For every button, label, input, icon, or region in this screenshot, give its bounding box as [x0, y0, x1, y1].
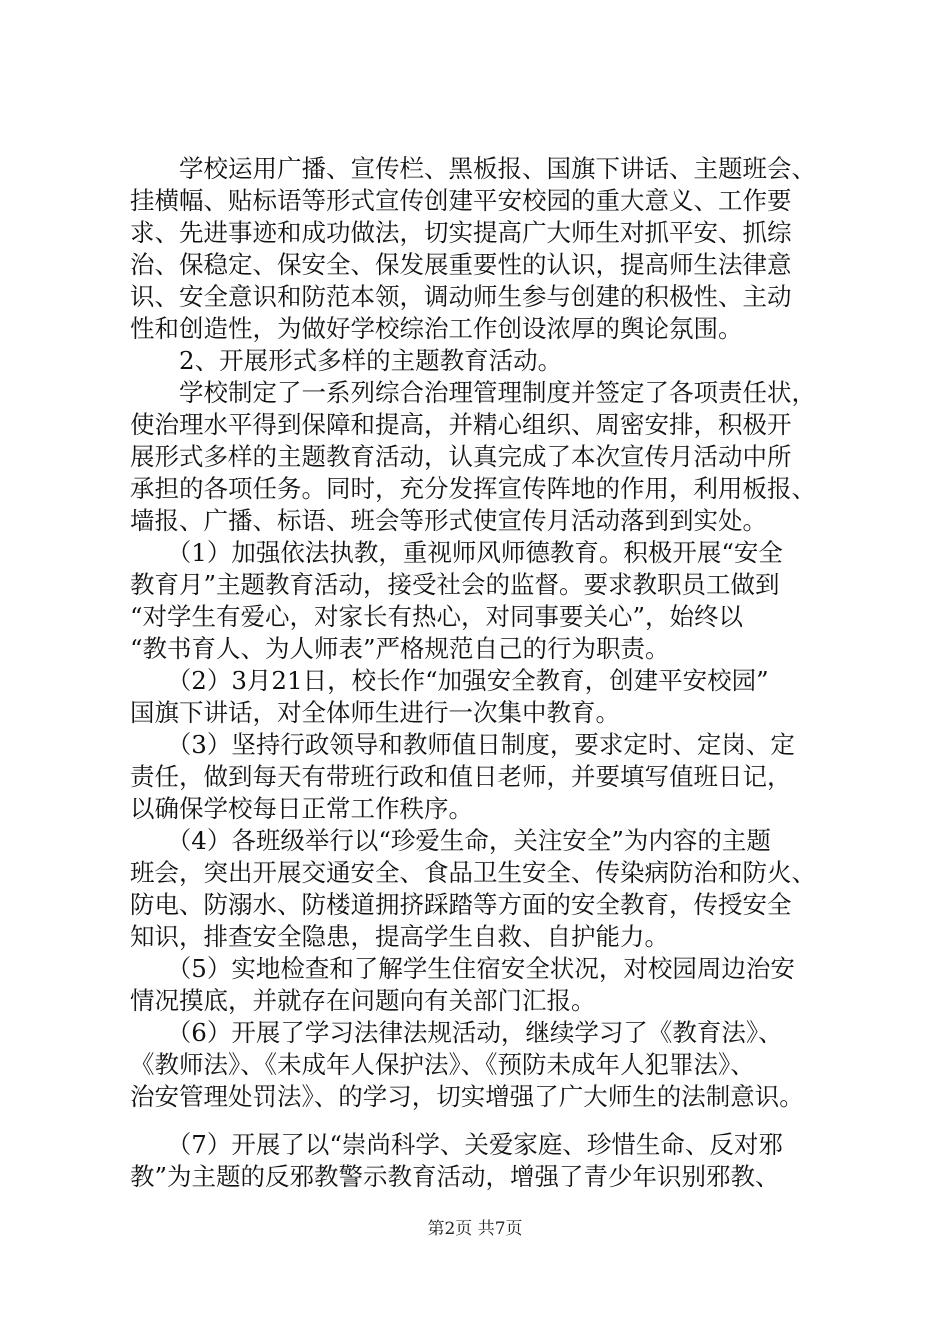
text-line: 墙报、广播、标语、班会等形式使宣传月活动落到到实处。	[130, 506, 767, 535]
text-line: 《教师法》、《未成年人保护法》、《预防未成年人犯罪法》、	[130, 1050, 755, 1079]
text-line: （4）各班级举行以“珍爱生命，关注安全”为内容的主题	[130, 826, 771, 855]
text-line: 知识，排查安全隐患，提高学生自救、自护能力。	[130, 922, 669, 951]
text-line: 国旗下讲话，对全体师生进行一次集中教育。	[130, 698, 620, 727]
text-line: （6）开展了学习法律法规活动，继续学习了《教育法》、	[130, 1018, 783, 1047]
text-line: 防电、防溺水、防楼道拥挤踩踏等方面的安全教育，传授安全	[130, 890, 792, 919]
text-line: 承担的各项任务。同时，充分发挥宣传阵地的作用，利用板报、	[130, 474, 816, 503]
text-line: 使治理水平得到保障和提高，并精心组织、周密安排，积极开	[130, 410, 792, 439]
text-line: （5）实地检查和了解学生住宿安全状况，对校园周边治安	[130, 954, 795, 983]
text-line: 学校运用广播、宣传栏、黑板报、国旗下讲话、主题班会、	[130, 154, 816, 183]
text-line: 展形式多样的主题教育活动，认真完成了本次宣传月活动中所	[130, 442, 792, 471]
text-line: 教”为主题的反邪教警示教育活动，增强了青少年识别邪教、	[130, 1162, 780, 1191]
text-line: （2）3月21日，校长作“加强安全教育，创建平安校园”	[130, 666, 769, 695]
text-line: 以确保学校每日正常工作秩序。	[130, 794, 473, 823]
text-line: “对学生有爱心，对家长有热心，对同事要关心”，始终以	[130, 602, 744, 631]
page-number-footer: 第2页 共7页	[427, 1219, 523, 1239]
section-heading: 2、开展形式多样的主题教育活动。	[130, 346, 563, 375]
text-line: 责任，做到每天有带班行政和值日老师，并要填写值班日记，	[130, 762, 792, 791]
text-line: 识、安全意识和防范本领，调动师生参与创建的积极性、主动	[130, 282, 792, 311]
text-line: （1）加强依法执教，重视师风师德教育。积极开展“安全	[130, 538, 783, 567]
text-line: 求、先进事迹和成功做法，切实提高广大师生对抓平安、抓综	[130, 218, 792, 247]
text-line: 治、保稳定、保安全、保发展重要性的认识，提高师生法律意	[130, 250, 792, 279]
text-line: 学校制定了一系列综合治理管理制度并签定了各项责任状，	[130, 378, 816, 407]
text-line: 治安管理处罚法》、的学习，切实增强了广大师生的法制意识。	[130, 1082, 804, 1111]
text-line: 性和创造性，为做好学校综治工作创设浓厚的舆论氛围。	[130, 314, 743, 343]
text-line: 挂横幅、贴标语等形式宣传创建平安校园的重大意义、工作要	[130, 186, 792, 215]
text-line: （7）开展了以“崇尚科学、关爱家庭、珍惜生命、反对邪	[130, 1130, 783, 1159]
text-line: 教育月”主题教育活动，接受社会的监督。要求教职员工做到	[130, 570, 780, 599]
text-line: 班会，突出开展交通安全、食品卫生安全、传染病防治和防火、	[130, 858, 816, 887]
text-line: 情况摸底，并就存在问题向有关部门汇报。	[130, 986, 596, 1015]
text-line: （3）坚持行政领导和教师值日制度，要求定时、定岗、定	[130, 730, 795, 759]
text-line: “教书育人、为人师表”严格规范自己的行为职责。	[130, 634, 670, 663]
